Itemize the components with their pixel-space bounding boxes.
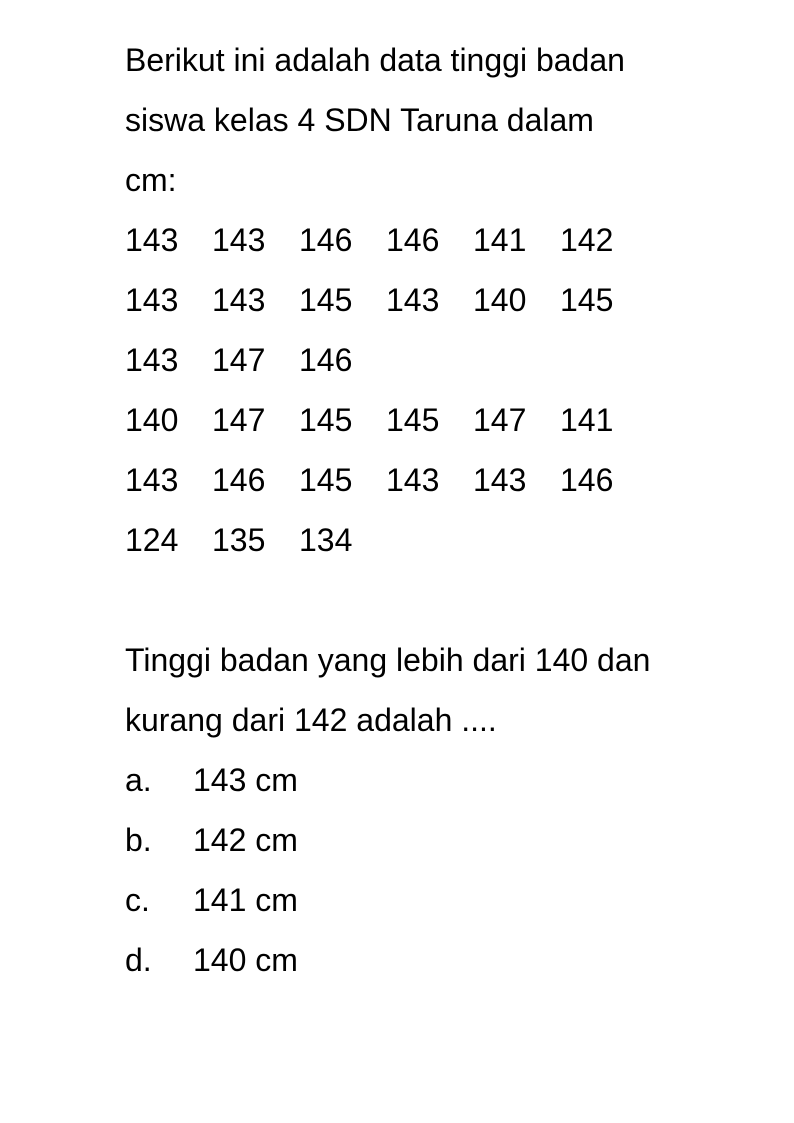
option-letter: d. [125, 942, 152, 978]
option-text: 143 cm [193, 762, 298, 798]
answer-options [125, 750, 725, 990]
question-line: kurang dari 142 adalah .... [125, 702, 497, 738]
intro-line: siswa kelas 4 SDN Taruna dalam [125, 102, 594, 138]
data-value: 146 [299, 342, 353, 378]
data-value: 143 [125, 462, 179, 498]
spacer [125, 570, 725, 630]
data-value: 147 [473, 402, 527, 438]
intro-line: cm: [125, 162, 177, 198]
data-value: 145 [299, 402, 353, 438]
data-value: 135 [212, 522, 266, 558]
intro-line: Berikut ini adalah data tinggi badan [125, 42, 625, 78]
option-b[interactable] [125, 810, 725, 870]
data-row [125, 450, 725, 510]
question-line: Tinggi badan yang lebih dari 140 dan [125, 642, 651, 678]
data-row [125, 390, 725, 450]
option-letter: c. [125, 882, 150, 918]
data-value: 146 [560, 462, 614, 498]
data-value: 143 [386, 282, 440, 318]
option-letter: b. [125, 822, 152, 858]
data-row [125, 330, 725, 390]
data-value: 141 [560, 402, 614, 438]
data-row [125, 210, 725, 270]
intro-text [125, 30, 725, 210]
data-value: 145 [299, 282, 353, 318]
data-value: 145 [299, 462, 353, 498]
data-value: 143 [212, 222, 266, 258]
data-value: 124 [125, 522, 179, 558]
data-row [125, 270, 725, 330]
data-value: 147 [212, 402, 266, 438]
data-value: 143 [386, 462, 440, 498]
data-value: 143 [125, 282, 179, 318]
data-value: 142 [560, 222, 614, 258]
data-value: 146 [212, 462, 266, 498]
option-letter: a. [125, 762, 152, 798]
option-text: 142 cm [193, 822, 298, 858]
data-value: 143 [125, 342, 179, 378]
data-value: 146 [299, 222, 353, 258]
document-page [125, 30, 725, 990]
data-value: 140 [473, 282, 527, 318]
data-value: 145 [560, 282, 614, 318]
data-value: 146 [386, 222, 440, 258]
option-c[interactable] [125, 870, 725, 930]
option-a[interactable] [125, 750, 725, 810]
data-value: 141 [473, 222, 527, 258]
option-d[interactable] [125, 930, 725, 990]
data-value: 140 [125, 402, 179, 438]
question-text [125, 630, 725, 750]
option-text: 140 cm [193, 942, 298, 978]
data-value: 134 [299, 522, 353, 558]
data-value: 143 [212, 282, 266, 318]
height-data-table [125, 210, 725, 570]
data-row [125, 510, 725, 570]
data-value: 143 [125, 222, 179, 258]
data-value: 147 [212, 342, 266, 378]
data-value: 145 [386, 402, 440, 438]
option-text: 141 cm [193, 882, 298, 918]
data-value: 143 [473, 462, 527, 498]
